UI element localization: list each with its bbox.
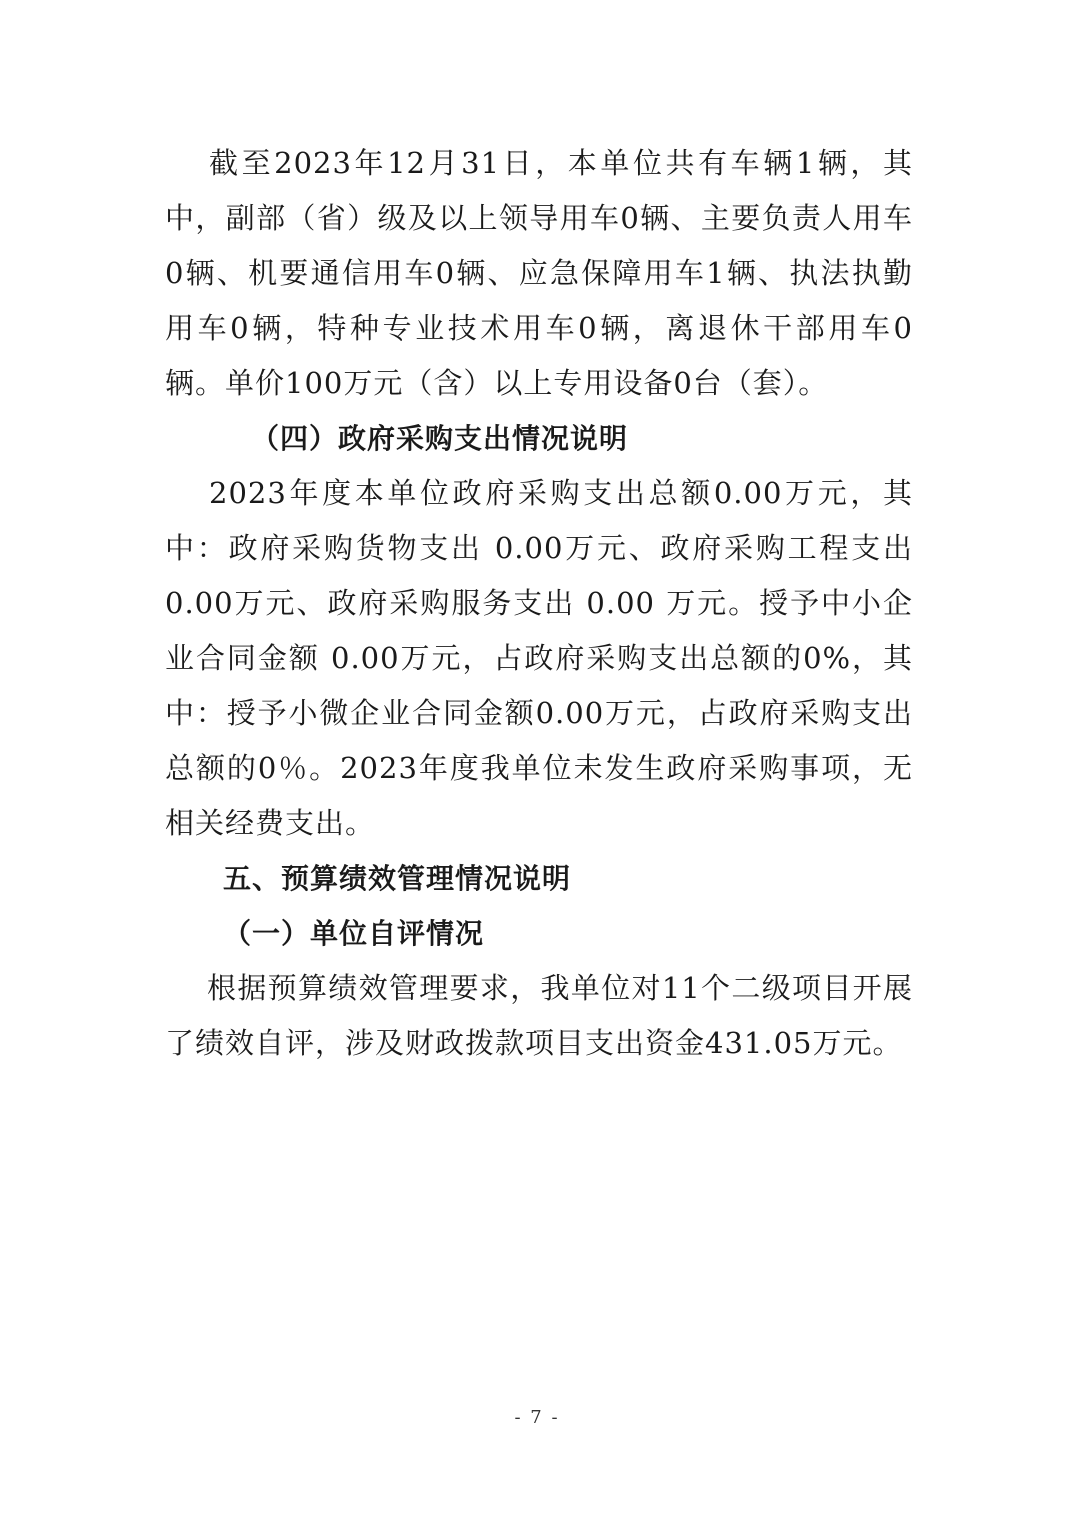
self-evaluation-heading: （一）单位自评情况	[223, 917, 485, 950]
vehicles-paragraph: 截至2023年12月31日，本单位共有车辆1辆，其中，副部（省）级及以上领导用车0辆、主要负责人用车0辆、机要通信用车0辆、应急保障用车1辆、执法执勤用车0辆，特种专业技术用车0辆，离退休干部用车0辆。单价100万元（含）以上专用设备0台（套）。	[165, 146, 913, 400]
section-five-heading: 五、预算绩效管理情况说明	[223, 862, 572, 895]
procurement-heading: （四）政府采购支出情况说明	[251, 422, 629, 455]
page-number: - 7 -	[514, 1407, 560, 1428]
self-evaluation-paragraph: 根据预算绩效管理要求，我单位对11个二级项目开展了绩效自评，涉及财政拨款项目支出资金431.05万元。	[165, 971, 913, 1060]
page-content	[165, 136, 913, 1071]
procurement-paragraph: 2023年度本单位政府采购支出总额0.00万元，其中：政府采购货物支出 0.00万元、政府采购工程支出 0.00万元、政府采购服务支出 0.00 万元。授予中小企业合同金额 0.00万元，占政府采购支出总额的0%，其中：授予小微企业合同金额0.00万元，占政府采购支出总额的0％。2023年度我单位未发生政府采购事项，无相关经费支出。	[165, 476, 913, 840]
